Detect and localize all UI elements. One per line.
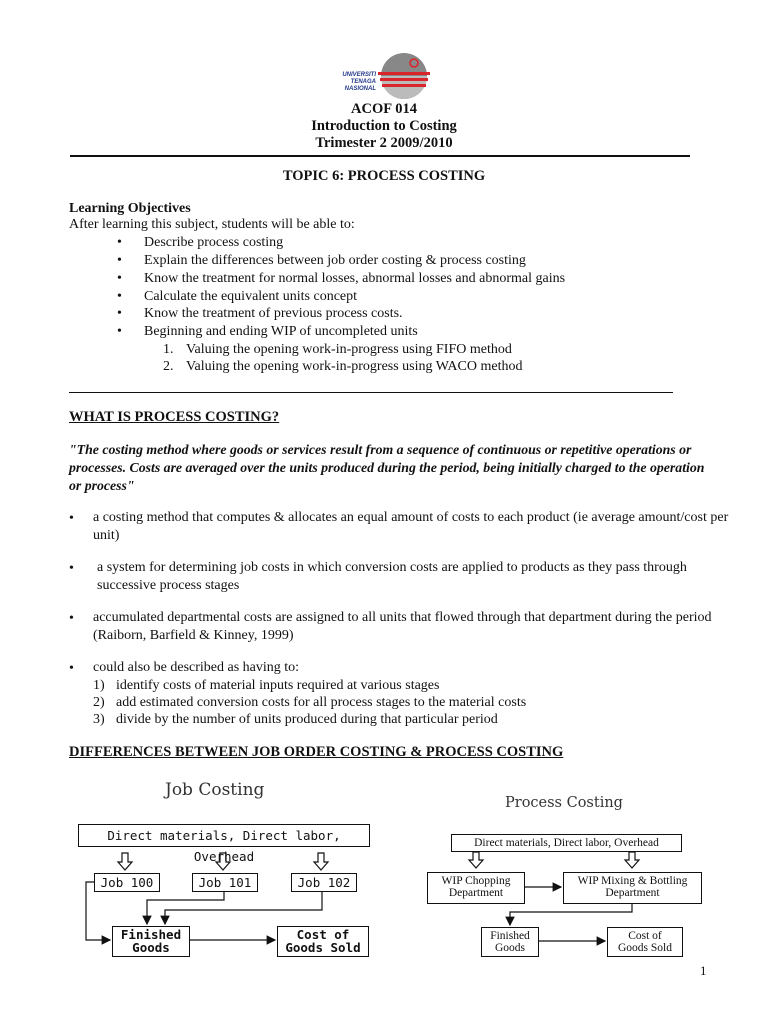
page-number: 1 bbox=[700, 963, 707, 978]
chopping-dept-box bbox=[427, 872, 525, 904]
term: Trimester 2 2009/2010 bbox=[315, 135, 453, 151]
step-number: 3) bbox=[93, 712, 105, 727]
bullet-icon: • bbox=[69, 661, 74, 676]
process-costing-title: Process Costing bbox=[505, 795, 623, 811]
dept-line: WIP Chopping bbox=[441, 875, 511, 887]
definition-quote: "The costing method where goods or services result from a sequence of continuous or repetitive operations or processes. Costs are averaged over the units produced during the period, being initially charged to the operation or process" bbox=[69, 442, 705, 493]
finished-goods-line: Goods bbox=[132, 940, 170, 955]
objective-item: Explain the differences between job order costing & process costing bbox=[144, 253, 526, 268]
course-code: ACOF 014 bbox=[351, 101, 417, 117]
logo-line-1: UNIVERSITI bbox=[342, 72, 376, 78]
logo-line-2: TENAGA bbox=[350, 79, 376, 85]
logo-line-3: NASIONAL bbox=[344, 86, 376, 92]
job-inputs-box: Direct materials, Direct labor, Overhead bbox=[78, 824, 370, 847]
finished-goods-line: Finished bbox=[120, 927, 182, 942]
process-point: could also be described as having to: bbox=[93, 660, 300, 675]
mixing-dept-box bbox=[563, 872, 702, 904]
bullet-icon: • bbox=[69, 511, 74, 526]
job-finished-goods-box bbox=[112, 926, 190, 957]
process-inputs-box: Direct materials, Direct labor, Overhead bbox=[451, 834, 682, 852]
process-point: a costing method that computes & allocates an equal amount of costs to each product (ie average amount/cost per unit) bbox=[93, 510, 729, 543]
section-divider bbox=[69, 392, 673, 393]
hollow-down-arrow bbox=[469, 852, 483, 868]
step-item: divide by the number of units produced during that particular period bbox=[116, 712, 498, 727]
finished-goods-line: Goods bbox=[494, 942, 526, 954]
hollow-down-arrow bbox=[314, 853, 328, 870]
process-point: a system for determining job costs in which conversion costs are applied to products as they pass through successive process stages bbox=[97, 560, 687, 593]
hollow-down-arrow bbox=[118, 853, 132, 870]
process-finished-goods-box bbox=[481, 927, 539, 957]
objective-item: Know the treatment of previous process costs. bbox=[144, 306, 403, 321]
dept-line: Department bbox=[605, 887, 660, 899]
bullet-icon: • bbox=[117, 271, 122, 286]
process-cogs-box bbox=[607, 927, 683, 957]
step-number: 2) bbox=[93, 695, 105, 710]
dept-line: Department bbox=[448, 887, 504, 899]
job-box: Job 101 bbox=[192, 873, 258, 892]
objective-item: Know the treatment for normal losses, abnormal losses and abnormal gains bbox=[144, 271, 566, 286]
course-title: Introduction to Costing bbox=[311, 118, 457, 134]
process-point: accumulated departmental costs are assigned to all units that flowed through that department during the period (Raiborn, Barfield & Kinney, 1999) bbox=[93, 610, 712, 643]
connector-line bbox=[510, 903, 632, 925]
sub-item: Valuing the opening work-in-progress using WACO method bbox=[186, 359, 523, 374]
sub-item: Valuing the opening work-in-progress using FIFO method bbox=[186, 342, 512, 357]
bullet-icon: • bbox=[117, 289, 122, 304]
cogs-line: Goods Sold bbox=[285, 940, 361, 955]
step-item: identify costs of material inputs required at various stages bbox=[116, 678, 440, 693]
bullet-icon: • bbox=[69, 611, 74, 626]
step-item: add estimated conversion costs for all process stages to the material costs bbox=[116, 695, 527, 710]
bullet-icon: • bbox=[117, 324, 122, 339]
job-box: Job 102 bbox=[291, 873, 357, 892]
objectives-intro: After learning this subject, students will be able to: bbox=[69, 217, 355, 232]
job-cogs-box bbox=[277, 926, 369, 957]
header-divider bbox=[70, 155, 690, 157]
section-heading-differences: DIFFERENCES BETWEEN JOB ORDER COSTING & PROCESS COSTING bbox=[69, 744, 564, 760]
university-logo bbox=[326, 52, 430, 102]
bullet-icon: • bbox=[117, 306, 122, 321]
objective-item: Calculate the equivalent units concept bbox=[144, 289, 358, 304]
sub-item-number: 2. bbox=[163, 359, 174, 374]
sub-item-number: 1. bbox=[163, 342, 174, 357]
cogs-line: Cost of bbox=[628, 930, 662, 942]
objectives-heading: Learning Objectives bbox=[69, 201, 191, 216]
bullet-icon: • bbox=[117, 253, 122, 268]
finished-goods-line: Finished bbox=[490, 930, 530, 942]
topic-title: TOPIC 6: PROCESS COSTING bbox=[282, 168, 486, 184]
objective-item: Describe process costing bbox=[144, 235, 284, 250]
dept-line: WIP Mixing & Bottling bbox=[577, 875, 688, 887]
bullet-icon: • bbox=[69, 561, 74, 576]
job-box: Job 100 bbox=[94, 873, 160, 892]
connector-line bbox=[147, 891, 224, 924]
cogs-line: Goods Sold bbox=[618, 942, 672, 954]
hollow-down-arrow bbox=[625, 852, 639, 868]
objective-item: Beginning and ending WIP of uncompleted units bbox=[144, 324, 418, 339]
job-costing-title: Job Costing bbox=[165, 780, 265, 800]
step-number: 1) bbox=[93, 678, 105, 693]
section-heading-what-is: WHAT IS PROCESS COSTING? bbox=[69, 409, 280, 425]
connector-line bbox=[165, 891, 322, 924]
bullet-icon: • bbox=[117, 235, 122, 250]
cogs-line: Cost of bbox=[296, 927, 350, 942]
